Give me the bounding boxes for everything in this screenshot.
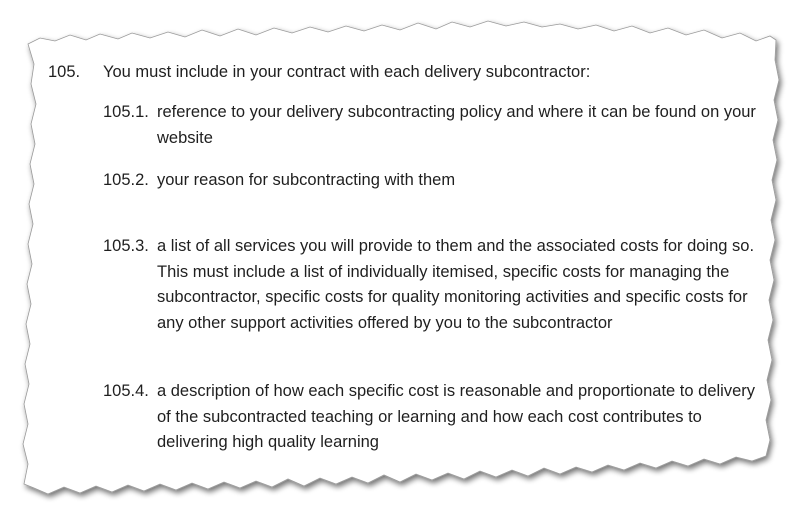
sub-clause-number: 105.3. [103, 237, 149, 255]
clause-lead-text: You must include in your contract with each delivery subcontractor: [103, 63, 591, 81]
clause-number: 105. [48, 63, 81, 81]
sub-clause-number: 105.4. [103, 382, 149, 400]
sub-clause-number: 105.2. [103, 171, 149, 189]
sub-clause-text: your reason for subcontracting with them [157, 171, 456, 189]
sub-clause-text: a description of how each specific cost is reasonable and proportionate to delivery of the subcontracted teaching or learning and how each cost contributes to delivering high quality learning [157, 382, 756, 451]
sub-clause-text: a list of all services you will provide to them and the associated costs for doing so. This must include a list of individually itemised, specific costs for managing the subcontractor, specific costs for quality monitoring activities and specific costs for any other support activities offered by you to the subcontractor [157, 237, 755, 332]
sub-clause-text: reference to your delivery subcontracting policy and where it can be found on your website [157, 103, 756, 147]
sub-clause-number: 105.1. [103, 103, 149, 121]
